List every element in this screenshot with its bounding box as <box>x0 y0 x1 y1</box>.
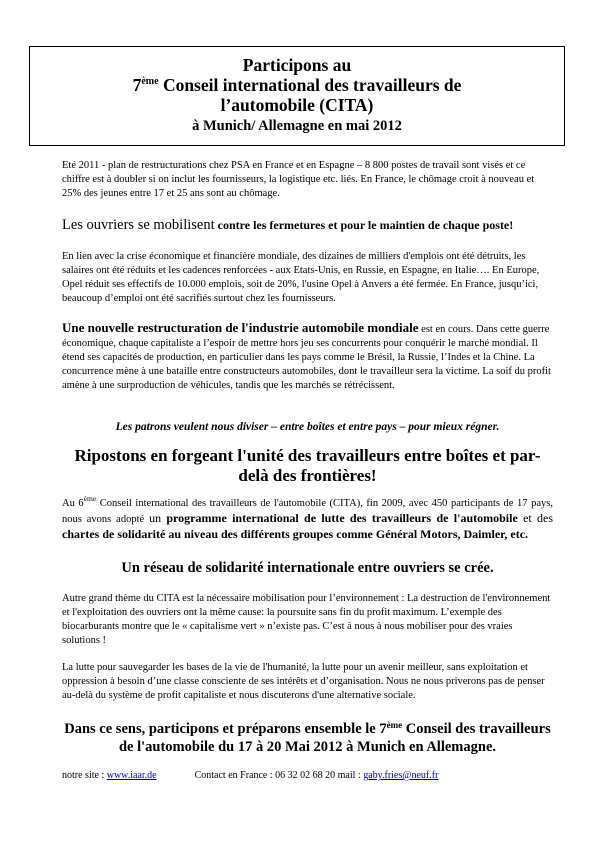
cita-un: un <box>149 511 167 525</box>
cita-au: Au 6 <box>62 498 84 509</box>
mobilisation-bold: contre les fermetures et pour le maintien de chaque poste! <box>214 218 514 232</box>
paragraph-crisis: En lien avec la crise économique et financière mondiale, des dizaines de milliers d'emplois ont été détruits, les salaires ont été réduits et les cadences renforcées - aux Etats-Unis, en Russie, en Espagne, en Italie…. En Europe, Opel réduit ses effectifs de 10.000 emplois, soit de 20%, l'usine Opel à Anvers a été fermée. En France, jusqu’ici, beaucoup d’emploi ont été sacrifiés surtout chez les fournisseurs. <box>62 251 540 304</box>
title-line-2 <box>30 75 564 95</box>
paragraph-cita <box>62 494 554 543</box>
site-link[interactable]: www.iaar.de <box>106 770 157 781</box>
restructuring-text: est en cours. Dans cette guerre économique, chaque capitaliste a l’espoir de mettre hors jeu ses concurrents pour conquérir le marché mondial. Il étend ses capacités de production, en particulier dans les pays comme le Brésil, la Russie, l’Indes et la Chine. La concurrence mène à une bataille entre constructeurs automobiles, dont le travailleur sera la victime. La soif du profit amène à une surproduction de véhicules, tandis que les marchés se rétrécissent. <box>62 324 551 391</box>
cita-chartes: chartes de solidarité au niveau des différents groupes comme Général Motors, Daimler, etc. <box>62 527 529 541</box>
footer <box>62 769 553 783</box>
closing-call <box>62 720 553 756</box>
paragraph-restructuring <box>62 321 553 393</box>
mobilisation-lead: Les ouvriers se mobilisent <box>62 217 215 233</box>
cita-et-des: et des <box>517 511 554 525</box>
contact-label: Contact en France : 06 32 02 68 20 mail : <box>194 770 364 781</box>
site-label: notre site : <box>62 770 107 781</box>
title-superscript: ème <box>141 76 159 87</box>
divide-slogan: Les patrons veulent nous diviser – entre boîtes et entre pays – pour mieux régner. <box>115 421 500 433</box>
title-box <box>29 46 565 146</box>
cita-programme: programme international de lutte des travailleurs de l'automobile <box>166 511 518 525</box>
closing-text-a: Dans ce sens, participons et préparons ensemble le 7 <box>64 721 387 737</box>
title-line-1: Participons au <box>242 55 352 75</box>
paragraph-intro: Eté 2011 - plan de restructurations chez PSA en France et en Espagne – 8 800 postes de travail sont visés et ce chiffre est à doubler si on inclut les fournisseurs, la logistique etc. liés. En France, le chômage croit à nouveau et 25% des jeunes entre 17 et 25 ans sont au chômage. <box>62 160 535 199</box>
cita-text: Conseil international des travailleurs de l'automobile (CITA), fin 2009, avec 450 participants de 17 pays, nous avons adopté <box>62 498 553 525</box>
closing-superscript: ème <box>386 720 403 730</box>
title-number: 7 <box>132 75 142 95</box>
mail-link[interactable]: gaby.fries@neuf.fr <box>363 770 439 781</box>
heading-network: Un réseau de solidarité internationale entre ouvriers se crée. <box>121 560 494 576</box>
title-line-4: à Munich/ Allemagne en mai 2012 <box>192 118 402 134</box>
cita-superscript: ème <box>83 494 97 503</box>
restructuring-bold: Une nouvelle restructuration de l'industrie automobile mondiale <box>62 320 419 335</box>
closing-text-b: Conseil des travailleurs de l'automobile du 17 à 20 Mai 2012 à Munich en Allemagne. <box>118 721 551 755</box>
heading-unite: Ripostons en forgeant l'unité des travailleurs entre boîtes et par-delà des frontières! <box>74 446 541 485</box>
paragraph-struggle: La lutte pour sauvegarder les bases de la vie de l'humanité, la lutte pour un avenir meilleur, sans exploitation et oppression à besoin d’une classe consciente de ses intérêts et d’organisation. Nous ne nous priverons pas de penser au-delà du système de profit capitaliste et nous discuterons d'une alternative sociale. <box>62 662 545 701</box>
title-text: Conseil international des travailleurs de <box>158 75 462 95</box>
title-line-3: l’automobile (CITA) <box>220 95 374 115</box>
paragraph-environment: Autre grand thème du CITA est la nécessaire mobilisation pour l’environnement : La destruction de l'environnement et l'exploitation des ouvriers ont la même cause: la poursuite sans fin du profit maximum. L’exemple des biocarburants montre que le « capitalisme vert » n’existe pas. C’est à nous à nous mobiliser pour des vraies solutions ! <box>62 593 551 646</box>
mobilisation-line <box>62 218 553 234</box>
